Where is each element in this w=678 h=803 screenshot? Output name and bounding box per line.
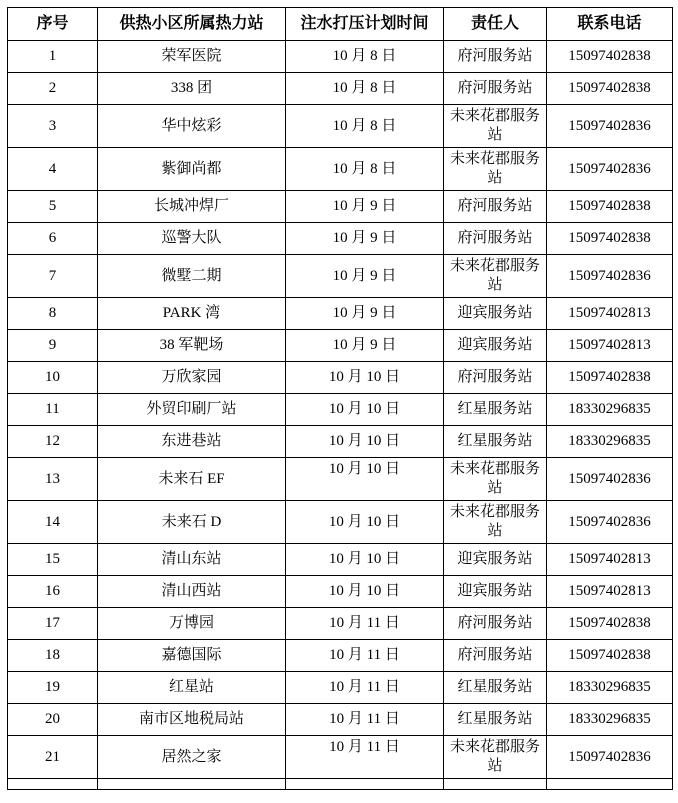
table-row (8, 41, 673, 73)
date-cell: 10 月 10 日 (286, 394, 444, 426)
date-cell: 10 月 9 日 (286, 191, 444, 223)
station-cell: 紫御尚都 (98, 148, 286, 191)
no-cell: 19 (8, 672, 98, 704)
no-cell: 16 (8, 576, 98, 608)
phone-cell: 15097402836 (547, 736, 673, 779)
date-cell: 10 月 10 日 (286, 458, 444, 501)
table-body (8, 41, 673, 790)
no-cell: 1 (8, 41, 98, 73)
table-row (8, 426, 673, 458)
table-row (8, 191, 673, 223)
owner-cell: 未来花郡服务站 (444, 458, 547, 501)
owner-cell: 未来花郡服务站 (444, 736, 547, 779)
date-cell: 10 月 10 日 (286, 501, 444, 544)
date-cell: 10 月 11 日 (286, 672, 444, 704)
station-cell: 居然之家 (98, 736, 286, 779)
table-row (8, 608, 673, 640)
no-cell: 9 (8, 330, 98, 362)
header-no: 序号 (8, 8, 98, 41)
owner-cell: 红星服务站 (444, 394, 547, 426)
phone-cell: 15097402836 (547, 148, 673, 191)
table-row (8, 544, 673, 576)
phone-cell: 15097402838 (547, 362, 673, 394)
no-cell: 20 (8, 704, 98, 736)
phone-cell: 15097402813 (547, 298, 673, 330)
owner-cell: 未来花郡服务站 (444, 255, 547, 298)
date-cell: 10 月 10 日 (286, 544, 444, 576)
phone-cell: 18330296835 (547, 704, 673, 736)
owner-cell: 迎宾服务站 (444, 298, 547, 330)
phone-cell (547, 779, 673, 790)
table-row (8, 576, 673, 608)
phone-cell: 15097402836 (547, 255, 673, 298)
header-row (8, 8, 673, 41)
owner-cell (444, 779, 547, 790)
no-cell: 18 (8, 640, 98, 672)
station-cell: 清山西站 (98, 576, 286, 608)
owner-cell: 迎宾服务站 (444, 576, 547, 608)
phone-cell: 15097402838 (547, 223, 673, 255)
header-owner: 责任人 (444, 8, 547, 41)
station-cell: 万博园 (98, 608, 286, 640)
no-cell: 3 (8, 105, 98, 148)
owner-cell: 府河服务站 (444, 223, 547, 255)
no-cell: 17 (8, 608, 98, 640)
phone-cell: 15097402836 (547, 501, 673, 544)
no-cell: 4 (8, 148, 98, 191)
table-row (8, 736, 673, 779)
owner-cell: 红星服务站 (444, 672, 547, 704)
owner-cell: 府河服务站 (444, 73, 547, 105)
date-cell: 10 月 8 日 (286, 105, 444, 148)
partial-row (8, 779, 673, 790)
pressure-test-schedule-table (7, 7, 673, 790)
table-row (8, 255, 673, 298)
table-row (8, 73, 673, 105)
phone-cell: 18330296835 (547, 394, 673, 426)
no-cell: 5 (8, 191, 98, 223)
table-row (8, 640, 673, 672)
owner-cell: 迎宾服务站 (444, 330, 547, 362)
owner-cell: 未来花郡服务站 (444, 105, 547, 148)
no-cell: 6 (8, 223, 98, 255)
no-cell: 14 (8, 501, 98, 544)
table-row (8, 458, 673, 501)
date-cell: 10 月 8 日 (286, 41, 444, 73)
date-cell: 10 月 11 日 (286, 736, 444, 779)
phone-cell: 18330296835 (547, 426, 673, 458)
no-cell: 12 (8, 426, 98, 458)
table-row (8, 362, 673, 394)
no-cell: 21 (8, 736, 98, 779)
no-cell: 10 (8, 362, 98, 394)
table-header (8, 8, 673, 41)
date-cell: 10 月 10 日 (286, 426, 444, 458)
no-cell: 8 (8, 298, 98, 330)
owner-cell: 府河服务站 (444, 608, 547, 640)
phone-cell: 15097402813 (547, 330, 673, 362)
no-cell: 15 (8, 544, 98, 576)
header-phone: 联系电话 (547, 8, 673, 41)
phone-cell: 15097402836 (547, 105, 673, 148)
phone-cell: 15097402838 (547, 640, 673, 672)
owner-cell: 未来花郡服务站 (444, 501, 547, 544)
station-cell: 南市区地税局站 (98, 704, 286, 736)
header-station: 供热小区所属热力站 (98, 8, 286, 41)
phone-cell: 15097402836 (547, 458, 673, 501)
phone-cell: 15097402838 (547, 41, 673, 73)
date-cell: 10 月 10 日 (286, 576, 444, 608)
no-cell: 7 (8, 255, 98, 298)
station-cell: 微墅二期 (98, 255, 286, 298)
station-cell: 38 军靶场 (98, 330, 286, 362)
phone-cell: 15097402838 (547, 191, 673, 223)
table-row (8, 394, 673, 426)
date-cell: 10 月 9 日 (286, 223, 444, 255)
owner-cell: 府河服务站 (444, 362, 547, 394)
table-row (8, 330, 673, 362)
station-cell: 巡警大队 (98, 223, 286, 255)
date-cell (286, 779, 444, 790)
station-cell: 未来石 EF (98, 458, 286, 501)
owner-cell: 府河服务站 (444, 191, 547, 223)
date-cell: 10 月 9 日 (286, 330, 444, 362)
no-cell (8, 779, 98, 790)
table-row (8, 105, 673, 148)
station-cell (98, 779, 286, 790)
phone-cell: 18330296835 (547, 672, 673, 704)
date-cell: 10 月 10 日 (286, 362, 444, 394)
no-cell: 13 (8, 458, 98, 501)
date-cell: 10 月 8 日 (286, 73, 444, 105)
phone-cell: 15097402838 (547, 608, 673, 640)
table-row (8, 704, 673, 736)
station-cell: PARK 湾 (98, 298, 286, 330)
table-row (8, 148, 673, 191)
date-cell: 10 月 11 日 (286, 704, 444, 736)
station-cell: 外贸印刷厂站 (98, 394, 286, 426)
no-cell: 2 (8, 73, 98, 105)
table-row (8, 672, 673, 704)
no-cell: 11 (8, 394, 98, 426)
station-cell: 未来石 D (98, 501, 286, 544)
date-cell: 10 月 9 日 (286, 255, 444, 298)
station-cell: 万欣家园 (98, 362, 286, 394)
date-cell: 10 月 11 日 (286, 640, 444, 672)
station-cell: 清山东站 (98, 544, 286, 576)
station-cell: 338 团 (98, 73, 286, 105)
station-cell: 嘉德国际 (98, 640, 286, 672)
owner-cell: 府河服务站 (444, 640, 547, 672)
phone-cell: 15097402813 (547, 576, 673, 608)
date-cell: 10 月 9 日 (286, 298, 444, 330)
owner-cell: 红星服务站 (444, 704, 547, 736)
owner-cell: 未来花郡服务站 (444, 148, 547, 191)
phone-cell: 15097402838 (547, 73, 673, 105)
owner-cell: 迎宾服务站 (444, 544, 547, 576)
phone-cell: 15097402813 (547, 544, 673, 576)
date-cell: 10 月 8 日 (286, 148, 444, 191)
station-cell: 华中炫彩 (98, 105, 286, 148)
table-row (8, 223, 673, 255)
date-cell: 10 月 11 日 (286, 608, 444, 640)
station-cell: 荣军医院 (98, 41, 286, 73)
table-row (8, 501, 673, 544)
station-cell: 长城冲焊厂 (98, 191, 286, 223)
station-cell: 东进巷站 (98, 426, 286, 458)
table-row (8, 298, 673, 330)
header-date: 注水打压计划时间 (286, 8, 444, 41)
owner-cell: 红星服务站 (444, 426, 547, 458)
station-cell: 红星站 (98, 672, 286, 704)
owner-cell: 府河服务站 (444, 41, 547, 73)
